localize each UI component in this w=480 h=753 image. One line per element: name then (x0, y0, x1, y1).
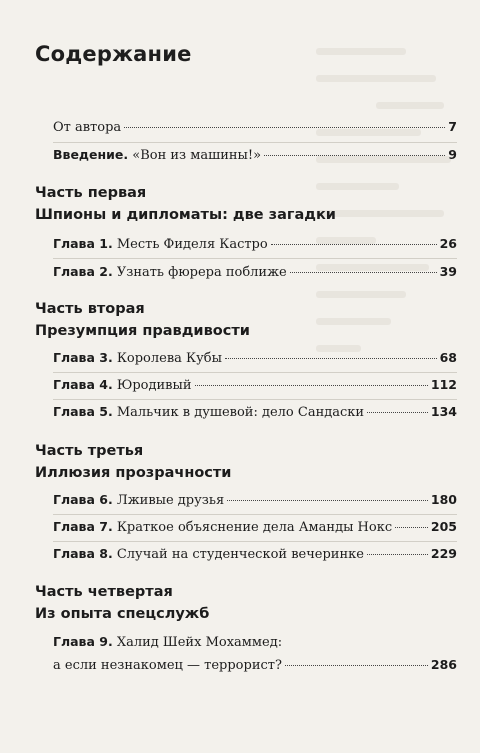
chapter-number: Глава 2. (53, 264, 113, 279)
part-name: Часть третья (35, 443, 144, 459)
entry-page: 7 (448, 119, 457, 134)
dot-leader (367, 412, 428, 413)
chapter-title: Случай на студенческой вечеринке (116, 547, 364, 562)
toc-entry-chapter-6 (53, 491, 457, 510)
entry-page: 286 (430, 657, 457, 672)
toc-entry-chapter-4 (53, 376, 457, 395)
chapter-title: Юродивый (116, 378, 192, 393)
chapter-number: Глава 4. (53, 377, 113, 392)
entry-page: 39 (439, 264, 457, 279)
chapter-number: Глава 7. (53, 519, 113, 534)
dot-leader (195, 385, 428, 386)
chapter-title: Мальчик в душевой: дело Сандаски (116, 405, 365, 420)
dot-leader (395, 527, 428, 528)
entry-page: 26 (439, 236, 457, 251)
chapter-number: Глава 5. (53, 404, 113, 419)
chapter-title: Халид Шейх Мохаммед: (116, 635, 283, 650)
toc-entry-chapter-9-line1 (53, 633, 282, 652)
row-separator (53, 541, 457, 542)
entry-label (53, 403, 364, 422)
part-subtitle: Из опыта спецслужб (35, 606, 210, 622)
entry-page: 68 (439, 350, 457, 365)
entry-label (53, 545, 364, 564)
dot-leader (227, 500, 428, 501)
toc-entry-chapter-7 (53, 518, 457, 537)
page-title: Содержание (35, 42, 192, 66)
chapter-number: Глава 3. (53, 350, 113, 365)
part-heading-4 (35, 581, 209, 625)
chapter-title: Месть Фиделя Кастро (116, 237, 268, 252)
part-heading-2 (35, 298, 250, 342)
toc-entry-intro (53, 146, 457, 165)
dot-leader (367, 554, 428, 555)
row-separator (53, 399, 457, 400)
chapter-title-line2: а если незнакомец — террорист? (53, 658, 282, 673)
entry-label (53, 146, 261, 165)
part-subtitle: Презумпция правдивости (35, 323, 250, 339)
part-name: Часть четвертая (35, 584, 173, 600)
entry-page: 112 (430, 377, 457, 392)
dot-leader (225, 358, 437, 359)
entry-page: 9 (448, 147, 457, 162)
entry-page: 180 (430, 492, 457, 507)
entry-label (53, 263, 287, 282)
row-separator (53, 142, 457, 143)
row-separator (53, 514, 457, 515)
entry-label-bold: Введение. (53, 147, 129, 162)
dot-leader (285, 665, 428, 666)
chapter-number: Глава 9. (53, 634, 113, 649)
dot-leader (290, 272, 437, 273)
entry-label (53, 349, 222, 368)
toc-entry-chapter-8 (53, 545, 457, 564)
toc-entry-chapter-9 (53, 656, 457, 675)
toc-entry-author (53, 118, 457, 137)
part-name: Часть первая (35, 185, 147, 201)
show-through-texture (316, 48, 466, 388)
chapter-title: Королева Кубы (116, 351, 222, 366)
part-subtitle: Иллюзия прозрачности (35, 465, 232, 481)
entry-label (53, 376, 192, 395)
toc-entry-chapter-5 (53, 403, 457, 422)
toc-entry-chapter-2 (53, 263, 457, 282)
row-separator (53, 258, 457, 259)
entry-label-rest: «Вон из машины!» (132, 148, 262, 163)
part-heading-3 (35, 440, 231, 484)
entry-label: От автора (53, 120, 122, 135)
chapter-number: Глава 6. (53, 492, 113, 507)
part-heading-1 (35, 182, 336, 226)
part-name: Часть вторая (35, 301, 145, 317)
dot-leader (271, 244, 437, 245)
row-separator (53, 372, 457, 373)
entry-page: 229 (430, 546, 457, 561)
entry-label (53, 235, 268, 254)
chapter-number: Глава 8. (53, 546, 113, 561)
entry-page: 134 (430, 404, 457, 419)
entry-page: 205 (430, 519, 457, 534)
entry-label (53, 491, 224, 510)
part-subtitle: Шпионы и дипломаты: две загадки (35, 207, 336, 223)
toc-entry-chapter-1 (53, 235, 457, 254)
dot-leader (264, 155, 445, 156)
entry-label (53, 518, 392, 537)
chapter-title: Узнать фюрера поближе (116, 265, 287, 280)
chapter-title: Краткое объяснение дела Аманды Нокс (116, 520, 393, 535)
toc-entry-chapter-3 (53, 349, 457, 368)
chapter-title: Лживые друзья (116, 493, 225, 508)
dot-leader (124, 127, 445, 128)
chapter-number: Глава 1. (53, 236, 113, 251)
